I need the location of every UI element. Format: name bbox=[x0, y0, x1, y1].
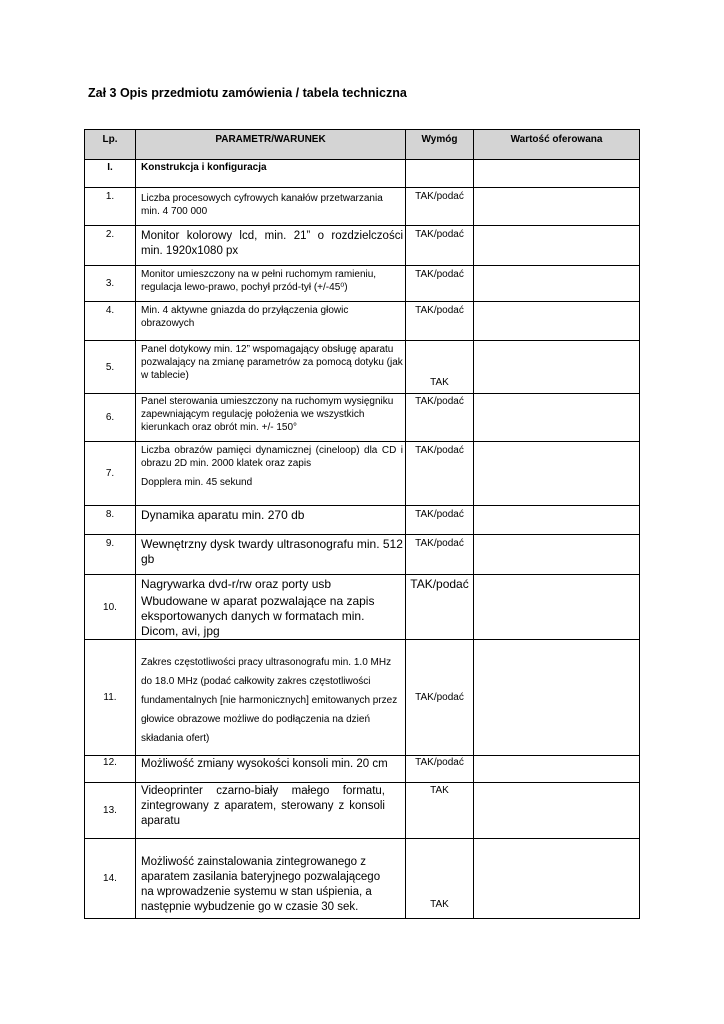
row-lp: 10. bbox=[85, 575, 136, 640]
header-lp: Lp. bbox=[85, 130, 136, 160]
row-lp: 11. bbox=[85, 640, 136, 756]
table-row bbox=[85, 302, 640, 341]
offered-value-cell[interactable] bbox=[474, 302, 640, 341]
row-req: TAK/podać bbox=[406, 302, 474, 341]
row-lp: 4. bbox=[85, 302, 136, 341]
offered-value-cell[interactable] bbox=[474, 341, 640, 394]
row-param: Panel dotykowy min. 12” wspomagający obsługę aparatu pozwalający na zmianę parametrów za pomocą dotyku (jak w tablecie) bbox=[136, 341, 406, 394]
row-param: Wewnętrzny dysk twardy ultrasonografu min. 512 gb bbox=[136, 535, 406, 575]
row-lp: 9. bbox=[85, 535, 136, 575]
table-row bbox=[85, 506, 640, 535]
offered-value-cell[interactable] bbox=[474, 442, 640, 506]
row-param: Możliwość zmiany wysokości konsoli min. 20 cm bbox=[136, 756, 406, 783]
table-row bbox=[85, 226, 640, 266]
offered-value-cell[interactable] bbox=[474, 535, 640, 575]
table-row bbox=[85, 783, 640, 839]
header-value: Wartość oferowana bbox=[474, 130, 640, 160]
row-param: Monitor kolorowy lcd, min. 21” o rozdzielczości min. 1920x1080 px bbox=[136, 226, 406, 266]
row-param-line: Nagrywarka dvd-r/rw oraz porty usb bbox=[141, 577, 332, 591]
offered-value-cell[interactable] bbox=[474, 783, 640, 839]
offered-value-cell[interactable] bbox=[474, 226, 640, 266]
header-param: PARAMETR/WARUNEK bbox=[136, 130, 406, 160]
row-param: Liczba procesowych cyfrowych kanałów przetwarzania min. 4 700 000 bbox=[136, 188, 406, 226]
row-lp: 3. bbox=[85, 266, 136, 302]
row-req: TAK/podać bbox=[406, 756, 474, 783]
table-row bbox=[85, 535, 640, 575]
offered-value-cell[interactable] bbox=[474, 394, 640, 442]
row-param: Możliwość zainstalowania zintegrowanego z aparatem zasilania bateryjnego pozwalającego na wprowadzenie systemu w stan uśpienia, a następnie wybudzenie go w czasie 30 sek. bbox=[136, 839, 406, 919]
row-req: TAK/podać bbox=[406, 640, 474, 756]
offered-value-cell[interactable] bbox=[474, 188, 640, 226]
row-req: TAK/podać bbox=[406, 575, 474, 640]
row-lp: 13. bbox=[85, 783, 136, 839]
row-lp: 5. bbox=[85, 341, 136, 394]
row-req: TAK/podać bbox=[406, 506, 474, 535]
row-param-line: Dopplera min. 45 sekund bbox=[141, 477, 253, 488]
table-row bbox=[85, 188, 640, 226]
row-lp: 6. bbox=[85, 394, 136, 442]
table-row bbox=[85, 442, 640, 506]
row-param: Dynamika aparatu min. 270 db bbox=[136, 506, 406, 535]
row-param bbox=[136, 442, 406, 506]
row-req: TAK/podać bbox=[406, 188, 474, 226]
row-lp: 7. bbox=[85, 442, 136, 506]
header-req: Wymóg bbox=[406, 130, 474, 160]
table-row bbox=[85, 575, 640, 640]
row-param-line: Liczba obrazów pamięci dynamicznej (cineloop) dla CD i obrazu 2D min. 2000 klatek oraz zapis bbox=[141, 445, 403, 469]
row-param: Monitor umieszczony na w pełni ruchomym ramieniu, regulacja lewo-prawo, pochył przód-tył (+/-45⁰) bbox=[136, 266, 406, 302]
row-req: TAK/podać bbox=[406, 535, 474, 575]
table-row bbox=[85, 394, 640, 442]
offered-value-cell[interactable] bbox=[474, 266, 640, 302]
row-lp: I. bbox=[85, 160, 136, 188]
row-param bbox=[136, 575, 406, 640]
row-lp: 2. bbox=[85, 226, 136, 266]
row-req: TAK bbox=[406, 341, 474, 394]
row-param: Konstrukcja i konfiguracja bbox=[136, 160, 406, 188]
row-lp: 1. bbox=[85, 188, 136, 226]
row-req: TAK/podać bbox=[406, 442, 474, 506]
row-lp: 8. bbox=[85, 506, 136, 535]
row-req: TAK/podać bbox=[406, 266, 474, 302]
table-row bbox=[85, 839, 640, 919]
row-param: Min. 4 aktywne gniazda do przyłączenia głowic obrazowych bbox=[136, 302, 406, 341]
offered-value-cell[interactable] bbox=[474, 756, 640, 783]
row-req: TAK bbox=[406, 839, 474, 919]
row-req: TAK bbox=[406, 783, 474, 839]
offered-value-cell[interactable] bbox=[474, 640, 640, 756]
table-row bbox=[85, 266, 640, 302]
table-row bbox=[85, 341, 640, 394]
row-param: Zakres częstotliwości pracy ultrasonografu min. 1.0 MHz do 18.0 MHz (podać całkowity zakres częstotliwości fundamentalnych [nie harmonicznych] emitowanych przez głowice obrazowe możliwe do podłączenia na dzień składania ofert) bbox=[136, 640, 406, 756]
row-req: TAK/podać bbox=[406, 226, 474, 266]
row-lp: 12. bbox=[85, 756, 136, 783]
row-param: Panel sterowania umieszczony na ruchomym wysięgniku zapewniającym regulację położenia we wszystkich kierunkach oraz obrót min. +/- 150° bbox=[136, 394, 406, 442]
row-param: Videoprinter czarno-biały małego formatu, zintegrowany z aparatem, sterowany z konsoli aparatu bbox=[136, 783, 406, 839]
table-header-row bbox=[85, 130, 640, 160]
row-req bbox=[406, 160, 474, 188]
table-row bbox=[85, 640, 640, 756]
offered-value-cell[interactable] bbox=[474, 160, 640, 188]
technical-table bbox=[84, 129, 640, 919]
table-row bbox=[85, 756, 640, 783]
row-req: TAK/podać bbox=[406, 394, 474, 442]
row-param-line: Wbudowane w aparat pozwalające na zapis eksportowanych danych w formatach min. Dicom, avi, jpg bbox=[141, 594, 375, 638]
row-lp: 14. bbox=[85, 839, 136, 919]
document-title: Zał 3 Opis przedmiotu zamówienia / tabela techniczna bbox=[88, 86, 407, 100]
offered-value-cell[interactable] bbox=[474, 575, 640, 640]
offered-value-cell[interactable] bbox=[474, 839, 640, 919]
offered-value-cell[interactable] bbox=[474, 506, 640, 535]
table-row bbox=[85, 160, 640, 188]
